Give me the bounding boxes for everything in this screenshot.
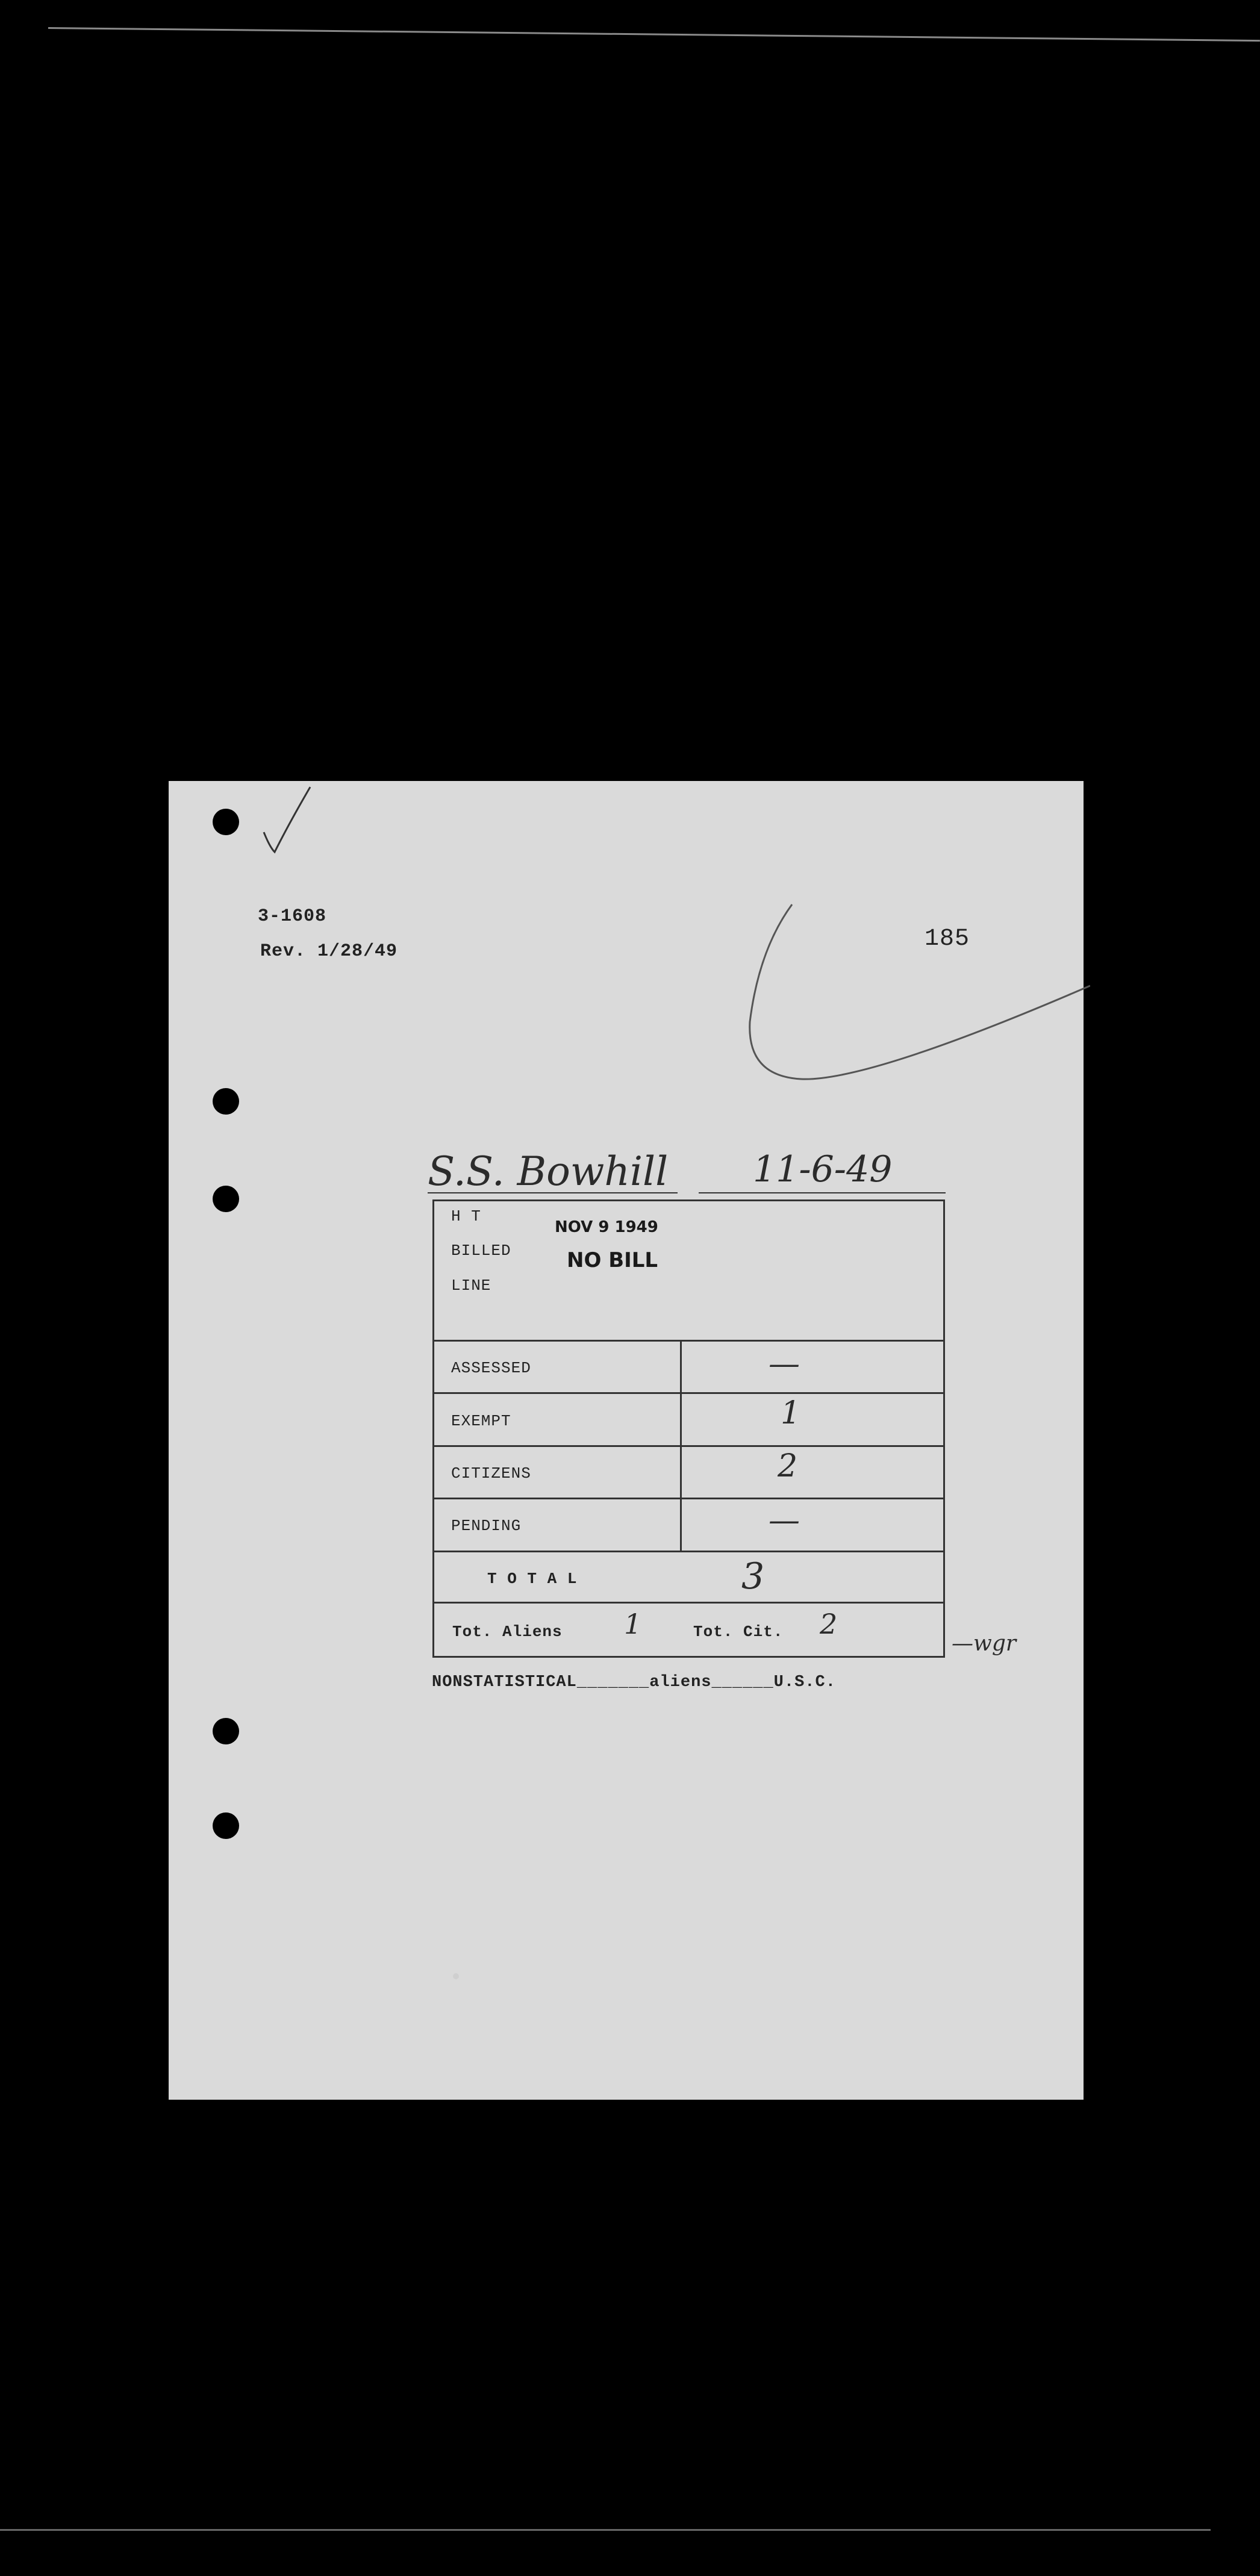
pending-label: PENDING: [451, 1517, 522, 1535]
line-label: LINE: [451, 1277, 491, 1295]
form-number: 3-1608: [258, 906, 327, 927]
exempt-label: EXEMPT: [451, 1412, 511, 1430]
tot-cit-value: 2: [820, 1608, 838, 1640]
billed-label: BILLED: [451, 1242, 511, 1260]
tot-cit-label: Tot. Cit.: [693, 1623, 784, 1641]
ship-name-underline: [428, 1190, 678, 1195]
date-underline: [699, 1190, 946, 1195]
total-value: 3: [741, 1555, 765, 1598]
punch-hole: [213, 1186, 239, 1212]
bottom-edge-line: [0, 2529, 1211, 2531]
punch-hole: [213, 1718, 239, 1744]
check-mark: [259, 781, 319, 859]
table-divider: [434, 1445, 943, 1447]
punch-hole: [213, 809, 239, 835]
tot-aliens-label: Tot. Aliens: [452, 1623, 563, 1641]
total-label: T O T A L: [487, 1570, 578, 1588]
ship-name-handwritten: S.S. Bowhill: [428, 1148, 669, 1195]
form-revision: Rev. 1/28/49: [260, 941, 398, 962]
citizens-value: 2: [778, 1448, 798, 1484]
no-bill-stamp: NO BILL: [567, 1248, 658, 1272]
assessed-label: ASSESSED: [451, 1359, 531, 1377]
citizens-label: CITIZENS: [451, 1464, 531, 1482]
table-column-divider: [680, 1340, 682, 1551]
punch-hole: [213, 1812, 239, 1839]
exempt-value: 1: [781, 1395, 801, 1431]
date-handwritten: 11-6-49: [753, 1148, 893, 1190]
initials-handwritten: —wgr: [952, 1631, 1017, 1656]
assessed-value: —: [769, 1346, 800, 1382]
page-number: 185: [925, 926, 970, 953]
document-card: [169, 781, 1084, 2100]
table-divider: [434, 1392, 943, 1394]
tot-aliens-value: 1: [624, 1608, 642, 1640]
nonstatistical-line: NONSTATISTICAL_______aliens______U.S.C.: [432, 1673, 836, 1691]
paper-speck: [453, 1973, 459, 1979]
table-divider: [434, 1551, 943, 1552]
received-date-stamp: NOV 9 1949: [555, 1218, 658, 1236]
punch-hole: [213, 1088, 239, 1115]
table-divider: [434, 1602, 943, 1604]
ht-label: H T: [451, 1207, 481, 1225]
table-divider: [434, 1340, 943, 1342]
pencil-arc-mark: [747, 901, 1090, 1100]
top-edge-line: [48, 27, 1260, 42]
manifest-tally-table: [432, 1199, 945, 1658]
table-divider: [434, 1498, 943, 1499]
pending-value: —: [769, 1502, 800, 1538]
